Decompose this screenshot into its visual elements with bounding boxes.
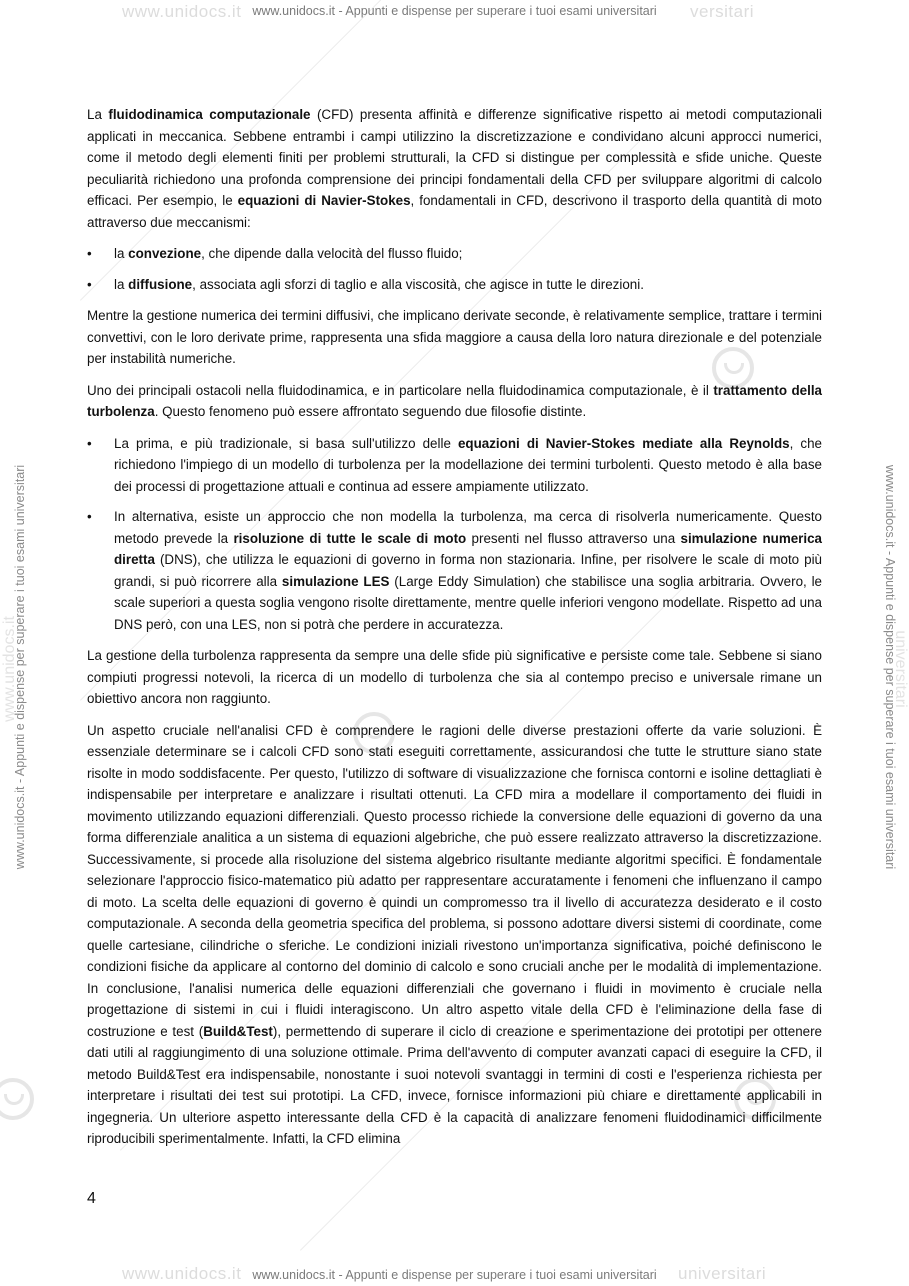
- watermark-header: www.unidocs.it - Appunti e dispense per superare i tuoi esami universitari: [252, 4, 657, 18]
- bullet-list: [87, 433, 822, 636]
- page-number: 4: [87, 1190, 96, 1207]
- list-item: • In alternativa, esiste un approccio che non modella la turbolenza, ma cerca di risolverla numericamente. Questo metodo prevede la risoluzione di tutte le scale di moto presenti nel flusso attraverso una simulazione numerica diretta (DNS), che utilizza le equazioni di governo in forma non stazionaria. Infine, per risolvere le scale di moto più grandi, si può ricorrere alla simulazione LES (Large Eddy Simulation) che stabilisce una soglia arbitraria. Ovvero, le scale superiori a questa soglia vengono risolte direttamente, mentre quelle inferiori vengono modellate. Rispetto ad una DNS però, con una LES, non si potrà che perdere in accuratezza.: [87, 506, 822, 635]
- list-item: • la convezione, che dipende dalla velocità del flusso fluido;: [87, 243, 822, 265]
- watermark-side-left: www.unidocs.it - Appunti e dispense per superare i tuoi esami universitari: [13, 464, 27, 870]
- paragraph: La fluidodinamica computazionale (CFD) presenta affinità e differenze significative rispetto ai metodi computazionali applicati in meccanica. Sebbene entrambi i campi utilizzino la discretizzazione e condividano alcuni approcci numerici, come il metodo degli elementi finiti per problemi strutturali, la CFD si distingue per complessità e sfide uniche. Queste peculiarità richiedono una profonda comprensione dei principi fondamentali della CFD per sviluppare algoritmi di calcolo efficaci. Per esempio, le equazioni di Navier-Stokes, fondamentali in CFD, descrivono il trasporto della quantità di moto attraverso due meccanismi:: [87, 107, 822, 230]
- watermark-ghost: www.unidocs.it: [122, 1264, 242, 1283]
- paragraph: Uno dei principali ostacoli nella fluidodinamica, e in particolare nella fluidodinamica computazionale, è il trattamento della turbolenza. Questo fenomeno può essere affrontato seguendo due filosofie distinte.: [87, 382, 823, 419]
- list-item: • la diffusione, associata agli sforzi di taglio e alla viscosità, che agisce in tutte le direzioni.: [87, 274, 822, 296]
- watermark-ghost: www.unidocs.it: [1, 616, 18, 722]
- document-body: [87, 104, 822, 1160]
- bullet-list: [87, 243, 822, 295]
- watermark-ghost: www.unidocs.it: [122, 2, 242, 21]
- paragraph: La gestione della turbolenza rappresenta da sempre una delle sfide più significative e persiste come tale. Sebbene si siano compiuti progressi notevoli, la ricerca di un modello di turbolenza che sia al contempo preciso e universale rimane un obiettivo ancora non raggiunto.: [87, 648, 822, 706]
- unidocs-logo-icon: [0, 1078, 34, 1120]
- watermark-ghost: universitari: [892, 630, 909, 708]
- list-item: • La prima, e più tradizionale, si basa sull'utilizzo delle equazioni di Navier-Stokes mediate alla Reynolds, che richiedono l'impiego di un modello di turbolenza per la modellazione dei termini turbolenti. Questo metodo è alla base dei processi di progettazione attuali e continua ad essere ampiamente utilizzato.: [87, 433, 822, 498]
- watermark-ghost: versitari: [690, 2, 755, 21]
- watermark-footer: www.unidocs.it - Appunti e dispense per superare i tuoi esami universitari: [252, 1268, 657, 1282]
- watermark-ghost: universitari: [678, 1264, 767, 1283]
- watermark-side-right: www.unidocs.it - Appunti e dispense per superare i tuoi esami universitari: [883, 464, 897, 870]
- paragraph: Un aspetto cruciale nell'analisi CFD è comprendere le ragioni delle diverse prestazioni offerte da varie soluzioni. È essenziale determinare se i calcoli CFD sono stati eseguiti correttamente, assicurandosi che tutte le strutture siano state risolte in modo soddisfacente. Per questo, l'utilizzo di software di visualizzazione che fornisca contorni e isoline dettagliati è indispensabile per interpretare e analizzare i risultati ottenuti. La CFD mira a modellare il comportamento dei fluidi in movimento utilizzando equazioni differenziali. Questo processo richiede la conversione delle equazioni di governo da una forma differenziale analitica a un sistema di equazioni algebriche, che può essere realizzato attraverso la discretizzazione. Successivamente, si procede alla risoluzione del sistema algebrico risultante mediante algoritmi specifici. È fondamentale selezionare l'approccio fisico-matematico più adatto per rappresentare accuratamente i fenomeni che influenzano il campo di moto. La scelta delle equazioni di governo è quindi un compromesso tra il livello di accuratezza desiderato e il costo computazionale. A seconda della geometria specifica del problema, si possono adottare diversi sistemi di coordinate, come quelle cartesiane, cilindriche o sferiche. Le condizioni iniziali rivestono un'importanza significativa, poiché definiscono le condizioni fisiche da applicare al contorno del dominio di calcolo e sono cruciali anche per le modalità di implementazione. In conclusione, l'analisi numerica delle equazioni differenziali che governano i fluidi in movimento è cruciale nella progettazione di sistemi in cui i fluidi interagiscono. Un altro aspetto vitale della CFD è l'eliminazione della fase di costruzione e test (Build&Test), permettendo di superare il ciclo di creazione e sperimentazione dei prototipi per ottenere dati utili al raggiungimento di una soluzione ottimale. Prima dell'avvento di computer avanzati capaci di eseguire la CFD, il metodo Build&Test era indispensabile, nonostante i suoi notevoli svantaggi in termini di costi e l'esperienza richiesta per interpretare i risultati dei test sui prototipi. La CFD, invece, fornisce informazioni più chiare e direttamente applicabili in ingegneria. Un ulteriore aspetto interessante della CFD è la capacità di analizzare fenomeni fluidodinamici difficilmente riproducibili sperimentalmente. Infatti, la CFD elimina: [87, 722, 822, 1146]
- paragraph: Mentre la gestione numerica dei termini diffusivi, che implicano derivate seconde, è relativamente semplice, trattare i termini convettivi, con le loro derivate prime, rappresenta una sfida maggiore a causa della loro natura direzionale e del potenziale per instabilità numeriche.: [87, 308, 822, 366]
